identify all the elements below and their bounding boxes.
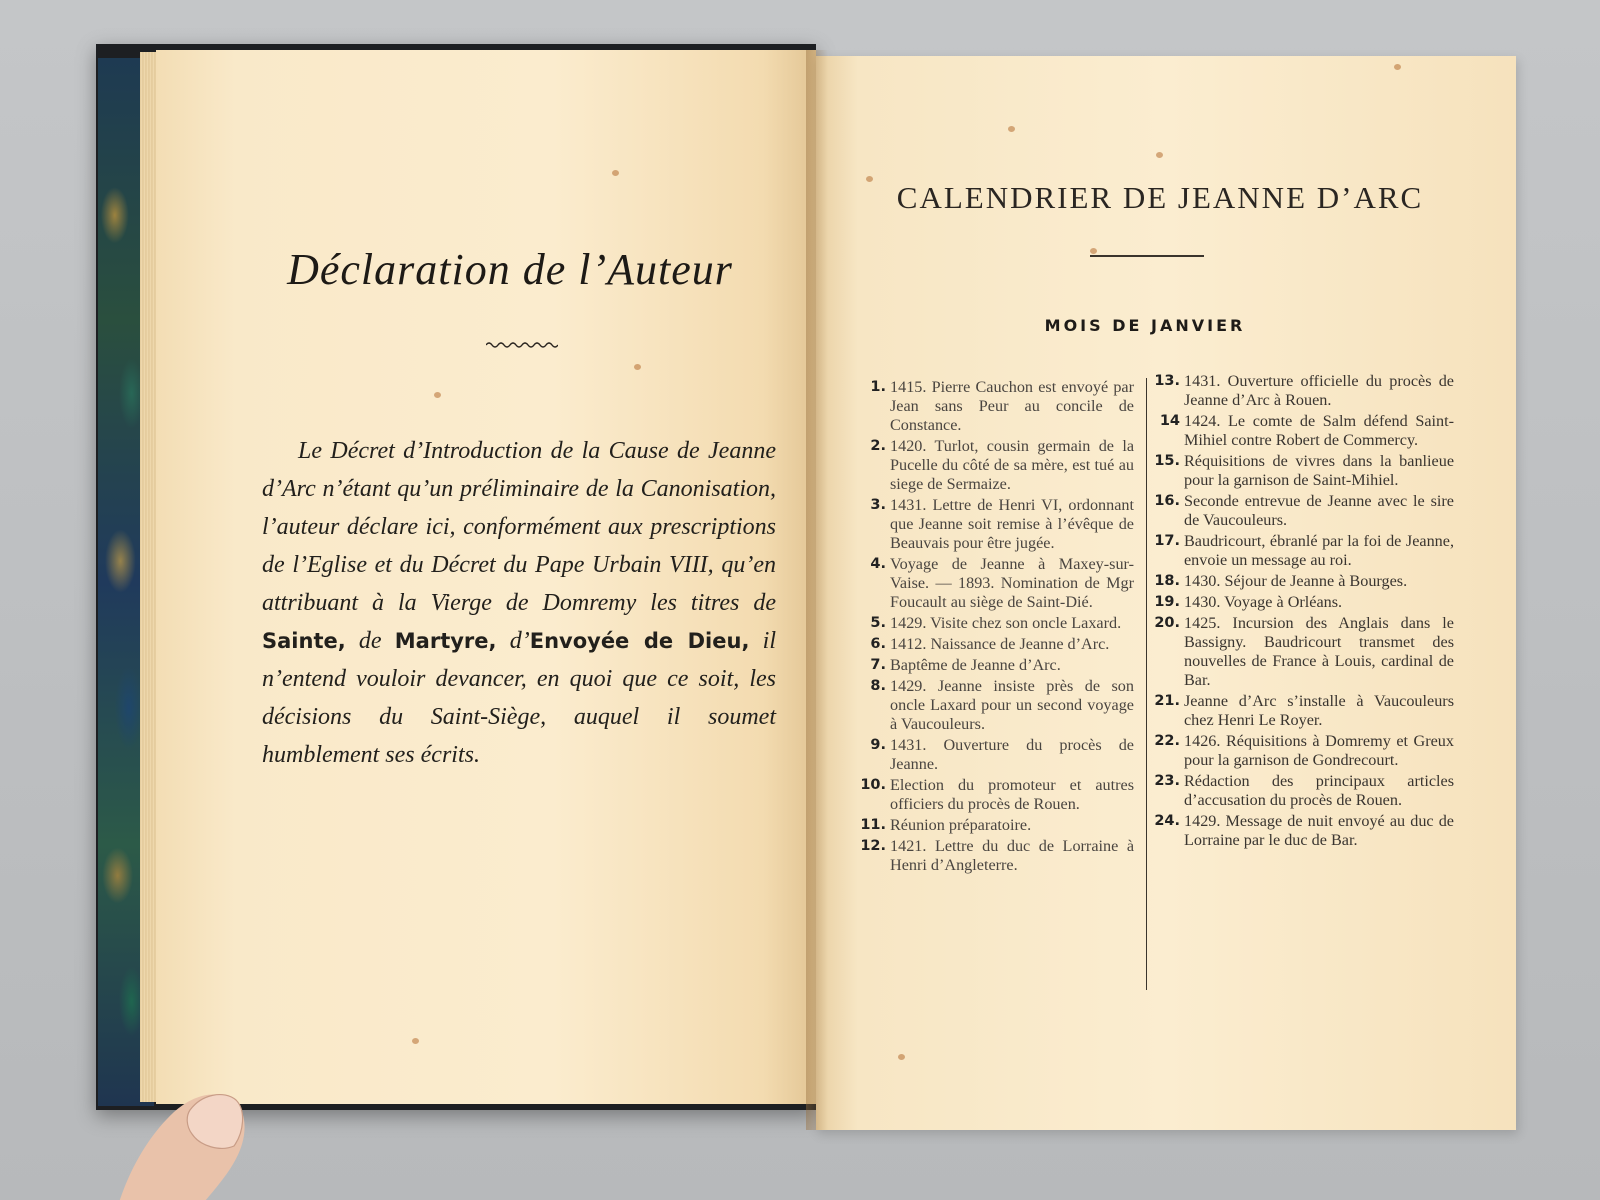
entry-text: 1412. Naissance de Jeanne d’Arc. xyxy=(890,635,1110,653)
declaration-paragraph xyxy=(262,432,776,774)
calendar-title: CALENDRIER DE JEANNE D’ARC xyxy=(896,180,1424,215)
entry-day-number: 10. xyxy=(860,777,886,793)
entry-day-number: 6. xyxy=(870,636,886,652)
calendar-entry xyxy=(856,614,1134,633)
calendar-entry xyxy=(1150,614,1454,690)
entry-day-number: 13. xyxy=(1154,373,1180,389)
calendar-entry xyxy=(856,437,1134,494)
entry-day-number: 23. xyxy=(1154,773,1180,789)
entry-text: 1429. Visite chez son oncle Laxard. xyxy=(890,614,1122,632)
entry-day-number: 11. xyxy=(860,817,886,833)
entry-day-number: 5. xyxy=(870,615,886,631)
body-text: de xyxy=(345,628,395,654)
foxing-spot xyxy=(1156,152,1163,158)
ornament-squiggle xyxy=(486,340,558,350)
calendar-entry xyxy=(1150,372,1454,410)
entry-text: Voyage de Jeanne à Maxey-sur-Vaise. — 1893. Nomination de Mgr Foucault au siège de Saint-Dié. xyxy=(890,555,1134,611)
body-text: Le Décret d’Introduction de la Cause de Jeanne d’Arc n’étant qu’un préliminaire de la Canonisation, l’auteur déclare ici, conformément aux prescriptions de l’Eglise et du Décret du Pape Urbain VIII, qu’en attribuant à la Vierge de Domremy les titres de xyxy=(262,438,776,616)
entry-day-number: 22. xyxy=(1154,733,1180,749)
column-divider xyxy=(1146,378,1147,990)
calendar-entry xyxy=(1150,692,1454,730)
entry-text: Seconde entrevue de Jeanne avec le sire de Vaucouleurs. xyxy=(1184,492,1454,529)
entry-day-number: 4. xyxy=(870,556,886,572)
calendar-entry xyxy=(1150,812,1454,850)
calendar-entry xyxy=(856,816,1134,835)
entry-day-number: 12. xyxy=(860,838,886,854)
entry-day-number: 8. xyxy=(870,678,886,694)
entry-day-number: 14 xyxy=(1159,413,1180,429)
entry-day-number: 16. xyxy=(1154,493,1180,509)
calendar-entry xyxy=(856,555,1134,612)
calendar-entry xyxy=(856,635,1134,654)
calendar-entry xyxy=(856,736,1134,774)
entry-text: 1424. Le comte de Salm défend Saint-Mihiel contre Robert de Commercy. xyxy=(1184,412,1454,449)
entry-text: Election du promoteur et autres officiers du procès de Rouen. xyxy=(890,776,1134,813)
calendar-entry xyxy=(1150,492,1454,530)
calendar-entry xyxy=(856,656,1134,675)
entry-text: 1430. Séjour de Jeanne à Bourges. xyxy=(1184,572,1408,590)
entry-text: 1415. Pierre Cauchon est envoyé par Jean sans Peur au concile de Constance. xyxy=(890,378,1134,434)
entry-day-number: 17. xyxy=(1154,533,1180,549)
calendar-entry xyxy=(856,496,1134,553)
entry-day-number: 3. xyxy=(870,497,886,513)
entry-text: 1431. Lettre de Henri VI, ordonnant que Jeanne soit remise à l’évêque de Beauvais pour être jugée. xyxy=(890,496,1134,552)
entry-text: 1430. Voyage à Orléans. xyxy=(1184,593,1343,611)
calendar-entry xyxy=(856,837,1134,875)
entry-text: 1429. Message de nuit envoyé au duc de Lorraine par le duc de Bar. xyxy=(1184,812,1454,849)
foxing-spot xyxy=(1008,126,1015,132)
declaration-body xyxy=(262,432,776,774)
entry-day-number: 1. xyxy=(870,379,886,395)
entry-day-number: 21. xyxy=(1154,693,1180,709)
entry-text: Baudricourt, ébranlé par la foi de Jeanne, envoie un message au roi. xyxy=(1184,532,1454,569)
entry-text: 1420. Turlot, cousin germain de la Pucelle du côté de sa mère, est tué au siege de Sermaize. xyxy=(890,437,1134,493)
entry-text: Rédaction des principaux articles d’accusation du procès de Rouen. xyxy=(1184,772,1454,809)
foxing-spot xyxy=(866,176,873,182)
body-bold-envoyee: Envoyée de Dieu, xyxy=(529,629,750,653)
calendar-entry xyxy=(1150,452,1454,490)
foxing-spot xyxy=(1090,248,1097,254)
calendar-entry xyxy=(856,677,1134,734)
thumb xyxy=(94,1050,252,1200)
calendar-entry xyxy=(1150,732,1454,770)
entry-text: 1429. Jeanne insiste près de son oncle Laxard pour un second voyage à Vaucouleurs. xyxy=(890,677,1134,733)
entry-text: 1431. Ouverture du procès de Jeanne. xyxy=(890,736,1134,773)
calendar-entry xyxy=(856,378,1134,435)
calendar-column-right xyxy=(1150,372,1454,852)
foxing-spot xyxy=(412,1038,419,1044)
entry-day-number: 18. xyxy=(1154,573,1180,589)
calendar-entry xyxy=(856,776,1134,814)
calendar-entry xyxy=(1150,412,1454,450)
title-rule xyxy=(1090,255,1204,257)
calendar-entry xyxy=(1150,772,1454,810)
entry-text: Réquisitions de vivres dans la banlieue pour la garnison de Saint-Mihiel. xyxy=(1184,452,1454,489)
calendar-entry xyxy=(1150,532,1454,570)
book-gutter xyxy=(806,50,828,1130)
entry-day-number: 9. xyxy=(870,737,886,753)
month-heading: MOIS DE JANVIER xyxy=(1044,316,1246,335)
entry-day-number: 15. xyxy=(1154,453,1180,469)
entry-day-number: 19. xyxy=(1154,594,1180,610)
body-bold-sainte: Sainte, xyxy=(262,629,346,653)
body-text: d’ xyxy=(496,628,530,654)
entry-day-number: 24. xyxy=(1154,813,1180,829)
entry-text: Réunion préparatoire. xyxy=(890,816,1032,834)
body-text: il n’entend vouloir devancer, en quoi que ce soit, les décisions du Saint-Siège, auquel il soumet humblement ses écrits. xyxy=(262,628,776,768)
calendar-column-left xyxy=(856,378,1134,877)
entry-text: 1431. Ouverture officielle du procès de Jeanne d’Arc à Rouen. xyxy=(1184,372,1454,409)
entry-day-number: 7. xyxy=(870,657,886,673)
foxing-spot xyxy=(898,1054,905,1060)
foxing-spot xyxy=(634,364,641,370)
foxing-spot xyxy=(612,170,619,176)
foxing-spot xyxy=(434,392,441,398)
foxing-spot xyxy=(1394,64,1401,70)
entry-text: 1421. Lettre du duc de Lorraine à Henri d’Angleterre. xyxy=(890,837,1134,874)
calendar-entry xyxy=(1150,593,1454,612)
entry-text: 1425. Incursion des Anglais dans le Bassigny. Baudricourt transmet des nouvelles de France à Louis, cardinal de Bar. xyxy=(1184,614,1454,689)
entry-day-number: 2. xyxy=(870,438,886,454)
declaration-title: Déclaration de l’Auteur xyxy=(287,245,733,294)
entry-text: 1426. Réquisitions à Domremy et Greux pour la garnison de Gondrecourt. xyxy=(1184,732,1454,769)
entry-text: Baptême de Jeanne d’Arc. xyxy=(890,656,1061,674)
entry-day-number: 20. xyxy=(1154,615,1180,631)
entry-text: Jeanne d’Arc s’installe à Vaucouleurs chez Henri Le Royer. xyxy=(1184,692,1454,729)
body-bold-martyre: Martyre, xyxy=(394,629,497,653)
calendar-entry xyxy=(1150,572,1454,591)
